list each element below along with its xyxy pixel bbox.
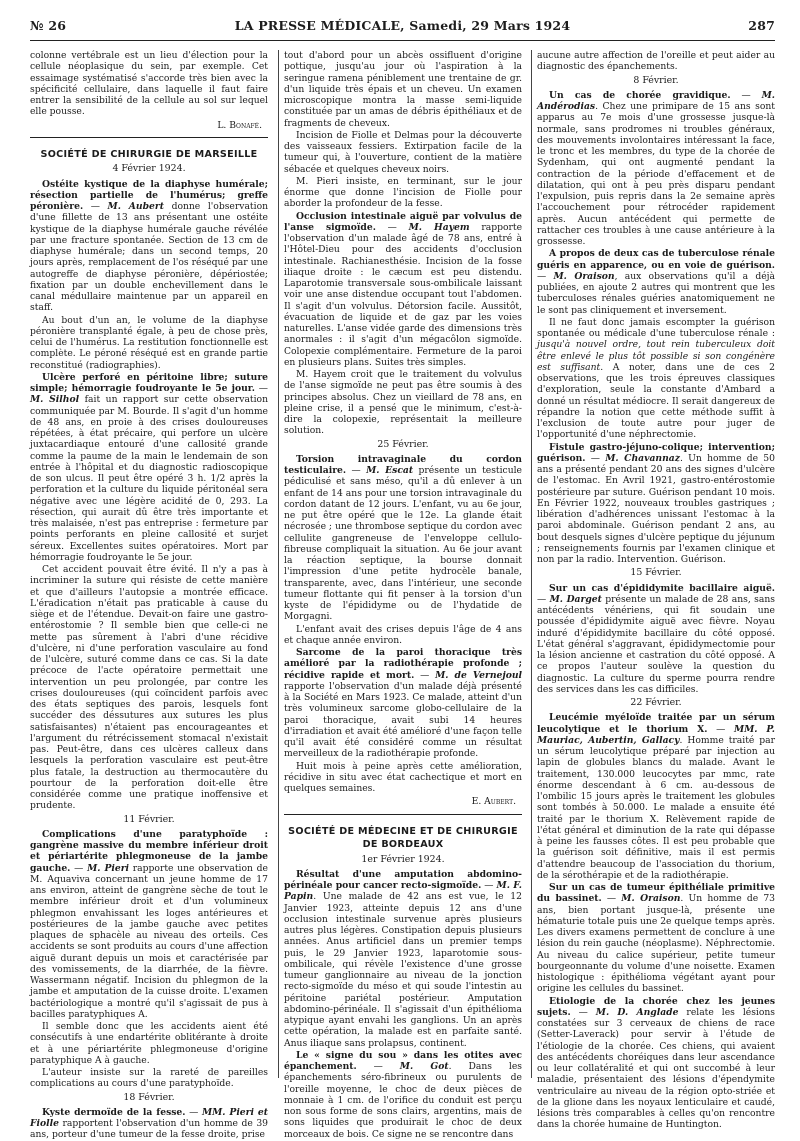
article: Leucémie myéloïde traitée par un sérum leucolytique et le thorium X. — MM. P. Mauriac, Aubertin, Gallacy. Homme traité par un sérum leucolytique préparé par injection au lapin de globules blancs du malade. Avant le traitement, 130.000 leucocytes par mmc, rate énorme descendant à 6 cm. au-dessous de l'ombilic 15 jours après le traitement les globules sont tombés à 50.000. Le malade a ensuite été traité par le thorium X. Relèvement rapide de l'état général et diminution de la rate qui dépasse à peine les fausses côtes. Il est peu probable que la guérison soit définitive, mais il est permis d'attendre beaucoup de l'association du thorium, de la sérothérapie et de la radiothérapie.: [537, 712, 775, 881]
running-header: [30, 18, 775, 36]
article-title: Sarcome de la paroi thoracique très amélioré par la radiothérapie profonde ; récidive rapide et mort.: [284, 647, 522, 681]
article-title: Résultat d'une amputation abdomino-périnéale pour cancer recto-sigmoïde.: [284, 868, 522, 891]
paragraph: colonne vertébrale est un lieu d'élection pour la cellule néoplasique du sein, par exemple. Cet essaimage systématisé s'accorde très bien avec la spécificité cellulaire, dans laquelle il faut faire entrer la sensibilité de la cellule au sol sur lequel elle pousse.: [30, 50, 268, 118]
section-rule: [284, 814, 522, 815]
article-text: Un homme de 50 ans a présenté pendant 20 ans des signes d'ulcère de l'estomac. En Avril 1921, gastro-entérostomie postérieure par suture. Guérison pendant 10 mois. En Février 1922, nouveaux troubles gastriques ; libération d'adhérences unissant l'estomac à la paroi abdominale. Guérison pendant 2 ans, au bout desquels signes d'ulcère peptique du jéjunum ; renseignements fournis par l'examen clinique et non par la radio. Intervention. Guérison.: [537, 452, 775, 565]
article-author: MM. Pieri et Fiolle: [30, 1106, 268, 1129]
article-author: M. Andérodias: [537, 89, 775, 112]
session-date: 4 Février 1924.: [112, 163, 186, 175]
paragraph-text: A noter, dans une de ces 2 observations, que les trois épreuves classiques d'exploration, seule la constante d'Ambard a donné un résultat médiocre. Il serait dangereux de répandre la notion que cette méthode suffit à l'exclusion de toute autre pour juger de l'opportunité d'une néphrectomie.: [537, 361, 775, 441]
section-heading: SOCIÉTÉ DE CHIRURGIE DE MARSEILLE: [40, 148, 258, 160]
article-title: Etiologie de la chorée chez les jeunes sujets.: [537, 995, 775, 1018]
paragraph-text: Il ne faut donc jamais escompter la guérison spontanée ou médicale d'une tuberculose rénale :: [537, 316, 775, 339]
header-rule: [30, 40, 775, 41]
article: Fistule gastro-jéjuno-colique; intervention; guérison. — M. Chavannaz. Un homme de 50 ans a présenté pendant 20 ans des signes d'ulcère de l'estomac. En Avril 1921, gastro-entérostomie postérieure par suture. Guérison pendant 10 mois. En Février 1922, nouveaux troubles gastriques ; libération d'adhérences unissant l'estomac à la paroi abdominale. Guérison pendant 2 ans, au bout desquels signes d'ulcère peptique du jéjunum ; renseignements fournis par l'examen clinique et non par la radio. Intervention. Guérison.: [537, 441, 775, 565]
article: Sur un cas d'épididymite bacillaire aiguë. — M. Darget présente un malade de 28 ans, sans antécédents vénériens, qui fit soudain une poussée d'épididymite aiguë avec fièvre. Noyau induré d'épididymite bacillaire du côté opposé. L'état général s'aggravant, épididymectomie pour la lésion ancienne et castration du côté opposé. A ce propos l'auteur soulève la question du diagnostic. La culture du sperme pourra rendre des services dans les cas difficiles.: [537, 582, 775, 695]
article-author: M. Pieri: [87, 862, 130, 874]
paragraph: Incision de Fiolle et Delmas pour la découverte des vaisseaux fessiers. Extirpation facile de la tumeur qui, à l'ouverture, contient de la matière sébacée et quelques cheveux noirs.: [284, 129, 522, 175]
paragraph: Cet accident pouvait être évité. Il n'y a pas à incriminer la suture qui résiste de cette manière et que d'ailleurs l'autopsie a montrée efficace. L'éradication n'était pas praticable à cause du siège et de l'étendue. Devait-on faire une gastro-entérostomie ? Il semble bien que celle-ci ne mette pas sûrement à l'abri d'une récidive d'ulcère, ni d'une perforation vasculaire au fond de l'ulcère, suturé comme dans ce cas. Si la date précoce de l'acte opératoire permettait une intervention un peu prolongée, par contre les crises douloureuses (qui coïncident parfois avec des états septiques des parois, lesquels font succéder des déssutures aux sutures les plus satisfaisantes) n'étaient pas encourageantes et l'argument du rétrécissement stomacal n'existait pas. Peut-être, dans ces ulcères calleux dans lesquels la perforation vasculaire est peut-être plus fatale, la destruction au thermocautère du pourtour de la perforation doit-elle être considérée comme une pratique inoffensive et prudente.: [30, 564, 268, 812]
article-title: Ulcère perforé en péritoine libre; suture simple; hémorragie foudroyante le 5e jour.: [30, 371, 268, 394]
article-title: A propos de deux cas de tuberculose rénale guéris en apparence, ou en voie de guérison.: [537, 248, 775, 271]
column-2: [284, 50, 523, 1140]
session-date: 1er Février 1924.: [361, 853, 445, 865]
article: Kyste dermoïde de la fesse. — MM. Pieri et Fiolle rapportent l'observation d'un homme de 39 ans, porteur d'une tumeur de la fesse droite, prise: [30, 1106, 269, 1141]
column-divider-2: [531, 50, 532, 1078]
article-title: Torsion intravaginale du cordon testiculaire.: [284, 453, 522, 476]
article-text: Chez une primipare de 15 ans sont apparus au 7e mois d'une grossesse jusque-là normale, sans prodromes ni troubles généraux, des mouvements involontaires intéressant la face, le tronc et les membres, du type de la chorée de Sydenham, qui ont augmenté pendant la contraction de la période d'effacement et de dilatation, qui ont à peu près disparu pendant l'expulsion, puis repris dans la 2e semaine après l'accouchement pour rétrocéder rapidement après. Aucun antécédent qui permette de rattacher ces troubles à une cause antérieure à la grossesse.: [537, 101, 775, 247]
article-author: M. Got: [399, 1061, 449, 1072]
article-author: M. Aubert: [107, 201, 164, 212]
article-title: Ostéite kystique de la diaphyse humérale; résection partielle de l'humérus; greffe péronière.: [30, 178, 268, 212]
page-number: 287: [748, 18, 775, 33]
article-title: Fistule gastro-jéjuno-colique; intervention; guérison.: [537, 441, 775, 464]
article-title: Le « signe du sou » dans les otites avec épanchement.: [284, 1049, 522, 1072]
article-text: rapporte l'observation d'un malade déjà présenté à la Société en Mars 1923. Ce malade, atteint d'un très volumineux sarcome globo-cellulaire de la paroi thoracique, avait subi 14 heures d'irradiation et avait été amélioré d'une façon telle qu'il avait été considéré comme un résultat merveilleux de la radiothérapie profonde.: [284, 680, 522, 760]
paragraph: M. Pieri insiste, en terminant, sur le jour énorme que donne l'incision de Fiolle pour aborder la profondeur de la fesse.: [284, 175, 522, 210]
article: Complications d'une paratyphoïde : gangrène massive du membre inférieur droit et périartérite phlegmoneuse de la jambe gauche. — M. Pieri rapporte une observation de M. Aquaviva concernant un jeune homme de 17 ans environ, atteint de gangrène sèche de tout le membre inférieur droit et d'un volumineux phlegmon envahissant les loges antérieures et postérieures de la jambe gauche avec petites plaques de sphacèle au niveau des orteils. Ces accidents se sont produits au cours d'une affection aiguë durant depuis un mois et caractérisée par des vomissements, de la diarrhée, de la fièvre. Wassermann négatif. Incision du phlegmon de la jambe et amputation de la cuisse droite. L'examen bactériologique a montré qu'il s'agissait de pus à bacilles paratyphiques A.: [30, 828, 268, 1020]
article-title: Kyste dermoïde de la fesse.: [42, 1106, 186, 1118]
article-author: M. Oraison: [553, 270, 615, 282]
section-heading-line-2: DE BORDEAUX: [362, 839, 444, 850]
article: Sarcome de la paroi thoracique très amélioré par la radiothérapie profonde ; récidive rapide et mort. — M. de Vernejoul rapporte l'observation d'un malade déjà présenté à la Société en Mars 1923. Ce malade, atteint d'un très volumineux sarcome globo-cellulaire de la paroi thoracique, avait subi 14 heures d'irradiation et avait été amélioré d'une façon telle qu'il avait été considéré comme un résultat merveilleux de la radiothérapie profonde.: [284, 647, 523, 760]
article-author: M. D. Anglade: [595, 1006, 679, 1018]
article-author: M. Darget: [549, 593, 602, 605]
session-date: 25 Février.: [377, 438, 429, 450]
article-author: M. Oraison: [621, 893, 681, 905]
article-text: rapporte une observation de M. Aquaviva concernant un jeune homme de 17 ans environ, atteint de gangrène sèche de tout le membre inférieur droit et d'un volumineux phlegmon envahissant les loges antérieures et postérieures de la jambe gauche avec petites plaques de sphacèle au niveau des orteils. Ces accidents se sont produits au cours d'une affection aiguë durant depuis un mois et caractérisée par des vomissements, de la diarrhée, de la fièvre. Wassermann négatif. Incision du phlegmon de la jambe et amputation de la cuisse droite. L'examen bactériologique a montré qu'il s'agissait de pus à bacilles paratyphiques A.: [30, 862, 268, 1020]
article: Torsion intravaginale du cordon testiculaire. — M. Escat présente un testicule pédiculisé et sans méso, qu'il a dû enlever à un enfant de 14 ans pour une torsion intravaginale du cordon datant de 12 jours. L'enfant, vu au 6e jour, ne put être opéré que le 12e. La glande était nécrosée ; une thrombose septique du cordon avec cellulite gangreneuse de l'enveloppe cellulo-fibreuse compliquait la situation. Au 6e jour avant la réaction septique, la bourse donnait l'impression d'une petite hydrocèle banale, transparente, avec, dans l'intérieur, une seconde tumeur flottante qui fit penser à la torsion d'un kyste de l'épididyme ou de l'hydatide de Morgagni.: [284, 453, 522, 623]
article-title: Complications d'une paratyphoïde : gangrène massive du membre inférieur droit et périartérite phlegmoneuse de la jambe gauche.: [30, 828, 268, 874]
column-3: [537, 50, 776, 1131]
paragraph: L'auteur insiste sur la rareté de pareilles complications au cours d'une paratyphoïde.: [30, 1067, 268, 1090]
article: Sur un cas de tumeur épithéliale primitive du bassinet. — M. Oraison. Un homme de 73 ans, bien portant jusque-là, présente une hématurie totale puis une 2e quelque temps après. Les divers examens permettent de conclure à une lésion du rein gauche (néoplasme). Néphrectomie. Au niveau du calice supérieur, petite tumeur bourgeonnante du volume d'une noisette. Examen histologique : épithélioma végétant ayant pour origine les cellules du bassinet.: [537, 882, 776, 995]
article: Occlusion intestinale aiguë par volvulus de l'anse sigmoïde. — M. Hayem rapporte l'observation d'un malade âgé de 78 ans, entré à l'Hôtel-Dieu pour des accidents d'occlusion intestinale. Rachianesthésie. Incision de la fosse iliaque droite : le cæcum est peu distendu. Laparotomie transversale sous-ombilicale laissant voir une anse distendue occupant tout l'abdomen. Il s'agit d'un volvulus. Détorsion facile. Aussitôt, évacuation de liquide et de gaz par les voies naturelles. L'anse vidée garde des dimensions très anormales : il s'agit d'un mégacôlon sigmoïde. Colopexie complémentaire. Fermeture de la paroi en plusieurs plans. Suites très simples.: [284, 210, 523, 368]
paragraph: [537, 317, 775, 441]
column-1: [30, 50, 269, 1141]
emphasis-text: jusqu'à nouvel ordre, tout rein tuberculeux doit être enlevé le plus tôt possible si son congénère est suffisant.: [537, 339, 775, 373]
article-text: rapporte l'observation d'un malade âgé de 78 ans, entré à l'Hôtel-Dieu pour des accidents d'occlusion intestinale. Rachianesthésie. Incision de la fosse iliaque droite : le cæcum est peu distendu. Laparotomie transversale sous-ombilicale laissant voir une anse distendue occupant tout l'abdomen. Il s'agit d'un volvulus. Détorsion facile. Aussitôt, évacuation de liquide et de gaz par les voies naturelles. L'anse vidée garde des dimensions très anormales : il s'agit d'un mégacôlon sigmoïde. Colopexie complémentaire. Fermeture de la paroi en plusieurs plans. Suites très simples.: [284, 221, 523, 368]
article-text: présente un malade de 28 ans, sans antécédents vénériens, qui fit soudain une poussée d'épididymite aiguë avec fièvre. Noyau induré d'épididymite bacillaire du côté opposé. L'état général s'aggravant, épididymectomie pour la lésion ancienne et castration du côté opposé. A ce propos l'auteur soulève la question du diagnostic. La culture du sperme pourra rendre des services dans les cas difficiles.: [537, 593, 775, 695]
paragraph: Il semble donc que les accidents aient été consécutifs à une endartérite oblitérante à droite et à une périartérite phlegmoneuse d'origine paratyphique A à gauche.: [30, 1021, 268, 1066]
article-author: MM. P. Mauriac, Aubertin, Gallacy: [537, 723, 775, 746]
article-author: M. de Vernejoul: [435, 669, 523, 681]
session-date: 8 Février.: [633, 74, 679, 86]
paragraph: M. Hayem croit que le traitement du volvulus de l'anse sigmoïde ne peut pas être soumis à des principes absolus. Chez un vieillard de 78 ans, en pleine crise, il a pensé que le minimum, c'est-à-dire la colopexie, représentait la meilleure solution.: [284, 369, 522, 437]
article-author: M. F. Papin: [284, 880, 523, 903]
article: Le « signe du sou » dans les otites avec épanchement. — M. Got. Dans les épanchements séro-fibrineux ou purulents de l'oreille moyenne, le choc de deux pièces de monnaie à 1 cm. de l'orifice du conduit est perçu non sous forme de sons clairs, argentins, mais de sons liquides que produirait le choc de deux morceaux de bois. Ce signe ne se rencontre dans: [284, 1049, 522, 1140]
article: Résultat d'une amputation abdomino-périnéale pour cancer recto-sigmoïde. — M. F. Papin. Une malade de 42 ans est vue, le 12 Janvier 1923, atteinte depuis 12 ans d'une occlusion intestinale survenue après plusieurs autres plus légères. Constipation depuis plusieurs années. Anus artificiel dans un premier temps puis, le 29 Janvier 1923, laparotomie sous-ombilicale, qui révèle l'existence d'une grosse tumeur ganglionnaire au niveau de la jonction recto-sigmoïde du méso et qui soude l'intestin au péritoine pariétal postérieur. Amputation abdomino-périnéale. Il s'agissait d'un épithélioma atypique ayant envahi les ganglions. Un an après cette opération, la malade est en parfaite santé. Anus iliaque sans prolapsus, continent.: [284, 868, 523, 1049]
article-author: M. Hayem: [408, 221, 470, 233]
signature: L. Bonafé.: [217, 119, 262, 131]
paragraph: Au bout d'un an, le volume de la diaphyse péronière transplanté égale, à peu de chose près, celui de l'humérus. La restitution fonctionnelle est complète. Le péroné réséqué est en grande partie reconstitué (radiographies).: [30, 314, 268, 371]
article: Etiologie de la chorée chez les jeunes sujets. — M. D. Anglade relate les lésions constatées sur 3 cerveaux de chiens de race (Setter-Laverack) pour servir à l'étude de l'étiologie de la chorée. Ces chiens, qui avaient des antécédents choréiques dans leur ascendance ou leur collatéralité et qui ont succombé à leur maladie, présentaient des lésions d'épendymite ventriculaire au niveau de la région opto-striée et de la glione dans les noyaux lenticulaire et caudé, lésions très comparables à celles qu'on rencontre dans la chorée humaine de Huntington.: [537, 995, 776, 1131]
paragraph: tout d'abord pour un abcès ossifluent d'origine pottique, jusqu'au jour où l'aspiration à la seringue ramena péniblement une trentaine de gr. d'un liquide très épais et un cheveu. Un examen microscopique montra la masse semi-liquide constituée par un amas de débris épithéliaux et de fragments de cheveux.: [284, 50, 522, 129]
article-text: Une malade de 42 ans est vue, le 12 Janvier 1923, atteinte depuis 12 ans d'une occlusion intestinale survenue après plusieurs autres plus légères. Constipation depuis plusieurs années. Anus artificiel dans un premier temps puis, le 29 Janvier 1923, laparotomie sous-ombilicale, qui révèle l'existence d'une grosse tumeur ganglionnaire au niveau de la jonction recto-sigmoïde du méso et qui soude l'intestin au péritoine pariétal postérieur. Amputation abdomino-périnéale. Il s'agissait d'un épithélioma atypique ayant envahi les ganglions. Un an après cette opération, la malade est en parfaite santé. Anus iliaque sans prolapsus, continent.: [284, 891, 522, 1049]
article: Ostéite kystique de la diaphyse humérale; résection partielle de l'humérus; greffe péronière. — M. Aubert donne l'observation d'une fillette de 13 ans présentant une ostéite kystique de la diaphyse humérale gauche révélée par une fracture spontanée. Section de 13 cm de diaphyse humérale; dans un second temps, 20 jours après, remplacement de l'os réséqué par une autogreffe de diaphyse péronière, dépériostée; fixation par un double enchevillement dans le canal médullaire maintenue par un appareil en staff.: [30, 178, 269, 314]
article-title: Sur un cas de tumeur épithéliale primitive du bassinet.: [537, 882, 775, 905]
session-date: 22 Février.: [630, 697, 682, 708]
session-date: 18 Février.: [123, 1091, 175, 1103]
article: A propos de deux cas de tuberculose rénale guéris en apparence, ou en voie de guérison. — M. Oraison, aux observations qu'il a déjà publiées, en ajoute 2 autres qui montrent que les tuberculoses rénales guéries anatomiquement ne le sont pas cliniquement et inversement.: [537, 248, 776, 316]
article-author: M. Silhol: [30, 394, 80, 406]
paragraph: Huit mois à peine après cette amélioration, récidive in situ avec état cachectique et mort en quelques semaines.: [284, 760, 522, 794]
article-text: rapportent l'observation d'un homme de 39 ans, porteur d'une tumeur de la fesse droite, prise: [30, 1118, 269, 1141]
article-text: relate les lésions constatées sur 3 cerveaux de chiens de race (Setter-Laverack) pour servir à l'étude de l'étiologie de la chorée. Ces chiens, qui avaient des antécédents choréiques dans leur ascendance ou leur collatéralité et qui ont succombé à leur maladie, présentaient des lésions d'épendymite ventriculaire au niveau de la région opto-striée et de la glione dans les noyaux lenticulaire et caudé, lésions très comparables à celles qu'on rencontre dans la chorée humaine de Huntington.: [537, 1006, 776, 1131]
article-title: Occlusion intestinale aiguë par volvulus de l'anse sigmoïde.: [284, 210, 522, 233]
section-heading-line-1: SOCIÉTÉ DE MÉDECINE ET DE CHIRURGIE: [288, 825, 518, 837]
article-title: Sur un cas d'épididymite bacillaire aiguë.: [549, 582, 775, 594]
article-text: donne l'observation d'une fillette de 13 ans présentant une ostéite kystique de la diaphyse humérale gauche révélée par une fracture spontanée. Section de 13 cm de diaphyse humérale; dans un second temps, 20 jours après, remplacement de l'os réséqué par une autogreffe de diaphyse péronière, dépériostée; fixation par un double enchevillement dans le canal médullaire maintenue par un appareil en staff.: [30, 201, 269, 314]
article-text: fait un rapport sur cette observation communiquée par M. Bourde. Il s'agit d'un homme de 48 ans, en proie à des crises douloureuses répétées, à état précaire, qui perfore un ulcère juxtacardiaque entouré d'une callosité grande comme la paume de la main le lendemain de son entrée à l'hôpital et du diagnostic radioscopique de son ulcus. Il peut être opéré 3 h. 1/2 après la perforation et la culture du liquide péritonéal sera négative avec une légère acidité de 0, 293. La résection, qui aurait dû être très importante et très malaisée, n'est pas entreprise : fermeture par points perforants en pleine callosité et surjet séreux. Excellentes suites opératoires. Mort par hémorragie foudroyante le 5e jour.: [30, 394, 268, 563]
session-date: 15 Février.: [630, 567, 682, 579]
article-text: Dans les épanchements séro-fibrineux ou purulents de l'oreille moyenne, le choc de deux pièces de monnaie à 1 cm. de l'orifice du conduit est perçu non sous forme de sons clairs, argentins, mais de sons liquides que produirait le choc de deux morceaux de bois. Ce signe ne se rencontre dans: [284, 1061, 522, 1140]
paragraph: aucune autre affection de l'oreille et peut aider au diagnostic des épanchements.: [537, 50, 775, 73]
article-text: Homme traité par un sérum leucolytique préparé par injection au lapin de globules blancs du malade. Avant le traitement, 130.000 leucocytes par mmc, rate énorme descendant à 6 cm. au-dessous de l'ombilic 15 jours après le traitement les globules sont tombés à 50.000. Le malade a ensuite été traité par le thorium X. Relèvement rapide de l'état général et diminution de la rate qui dépasse à peine les fausses côtes. Il est peu probable que la guérison soit définitive, mais il est permis d'attendre beaucoup de l'association du thorium, de la sérothérapie et de la radiothérapie.: [537, 734, 775, 881]
section-rule: [30, 137, 268, 138]
article-author: M. Escat: [366, 465, 414, 476]
article-text: présente un testicule pédiculisé et sans méso, qu'il a dû enlever à un enfant de 14 ans pour une torsion intravaginale du cordon datant de 12 jours. L'enfant, vu au 6e jour, ne put être opéré que le 12e. La glande était nécrosée ; une thrombose septique du cordon avec cellulite gangreneuse de l'enveloppe cellulo-fibreuse compliquait la situation. Au 6e jour avant la réaction septique, la bourse donnait l'impression d'une petite hydrocèle banale, transparente, avec, dans l'intérieur, une seconde tumeur flottante qui fit penser à la torsion d'un kyste de l'épididyme ou de l'hydatide de Morgagni.: [284, 465, 522, 623]
section-heading: [284, 825, 522, 852]
article: Un cas de chorée gravidique. — M. Andérodias. Chez une primipare de 15 ans sont apparus au 7e mois d'une grossesse jusque-là normale, sans prodromes ni troubles généraux, des mouvements involontaires intéressant la face, le tronc et les membres, du type de la chorée de Sydenham, qui ont augmenté pendant la contraction de la période d'effacement et de dilatation, qui ont à peu près disparu pendant l'expulsion, puis repris dans la 2e semaine après l'accouchement pour rétrocéder rapidement après. Aucun antécédent qui permette de rattacher ces troubles à une cause antérieure à la grossesse.: [537, 89, 775, 247]
signature: E. Aubert.: [471, 796, 516, 808]
session-date: 11 Février.: [123, 813, 175, 825]
article-text: Un homme de 73 ans, bien portant jusque-là, présente une hématurie totale puis une 2e quelque temps après. Les divers examens permettent de conclure à une lésion du rein gauche (néoplasme). Néphrectomie. Au niveau du calice supérieur, petite tumeur bourgeonnante du volume d'une noisette. Examen histologique : épithélioma végétant ayant pour origine les cellules du bassinet.: [537, 893, 776, 995]
article-title: Leucémie myéloïde traitée par un sérum leucolytique et le thorium X.: [537, 712, 775, 735]
article-text: aux observations qu'il a déjà publiées, en ajoute 2 autres qui montrent que les tuberculoses rénales guéries anatomiquement ne le sont pas cliniquement et inversement.: [537, 270, 776, 316]
article-author: M. Chavannaz: [605, 452, 680, 464]
article-title: Un cas de chorée gravidique.: [549, 89, 731, 101]
paragraph: L'enfant avait des crises depuis l'âge de 4 ans et chaque année environ.: [284, 623, 522, 646]
journal-title: LA PRESSE MÉDICALE, Samedi, 29 Mars 1924: [234, 18, 571, 33]
column-divider-1: [278, 50, 279, 1078]
issue-number: № 26: [30, 18, 67, 33]
article: Ulcère perforé en péritoine libre; suture simple; hémorragie foudroyante le 5e jour. — M. Silhol fait un rapport sur cette observation communiquée par M. Bourde. Il s'agit d'un homme de 48 ans, en proie à des crises douloureuses répétées, à état précaire, qui perfore un ulcère juxtacardiaque entouré d'une callosité grande comme la paume de la main le lendemain de son entrée à l'hôpital et du diagnostic radioscopique de son ulcus. Il peut être opéré 3 h. 1/2 après la perforation et la culture du liquide péritonéal sera négative avec une légère acidité de 0, 293. La résection, qui aurait dû être très importante et très malaisée, n'est pas entreprise : fermeture par points perforants en pleine callosité et surjet séreux. Excellentes suites opératoires. Mort par hémorragie foudroyante le 5e jour.: [30, 371, 268, 563]
